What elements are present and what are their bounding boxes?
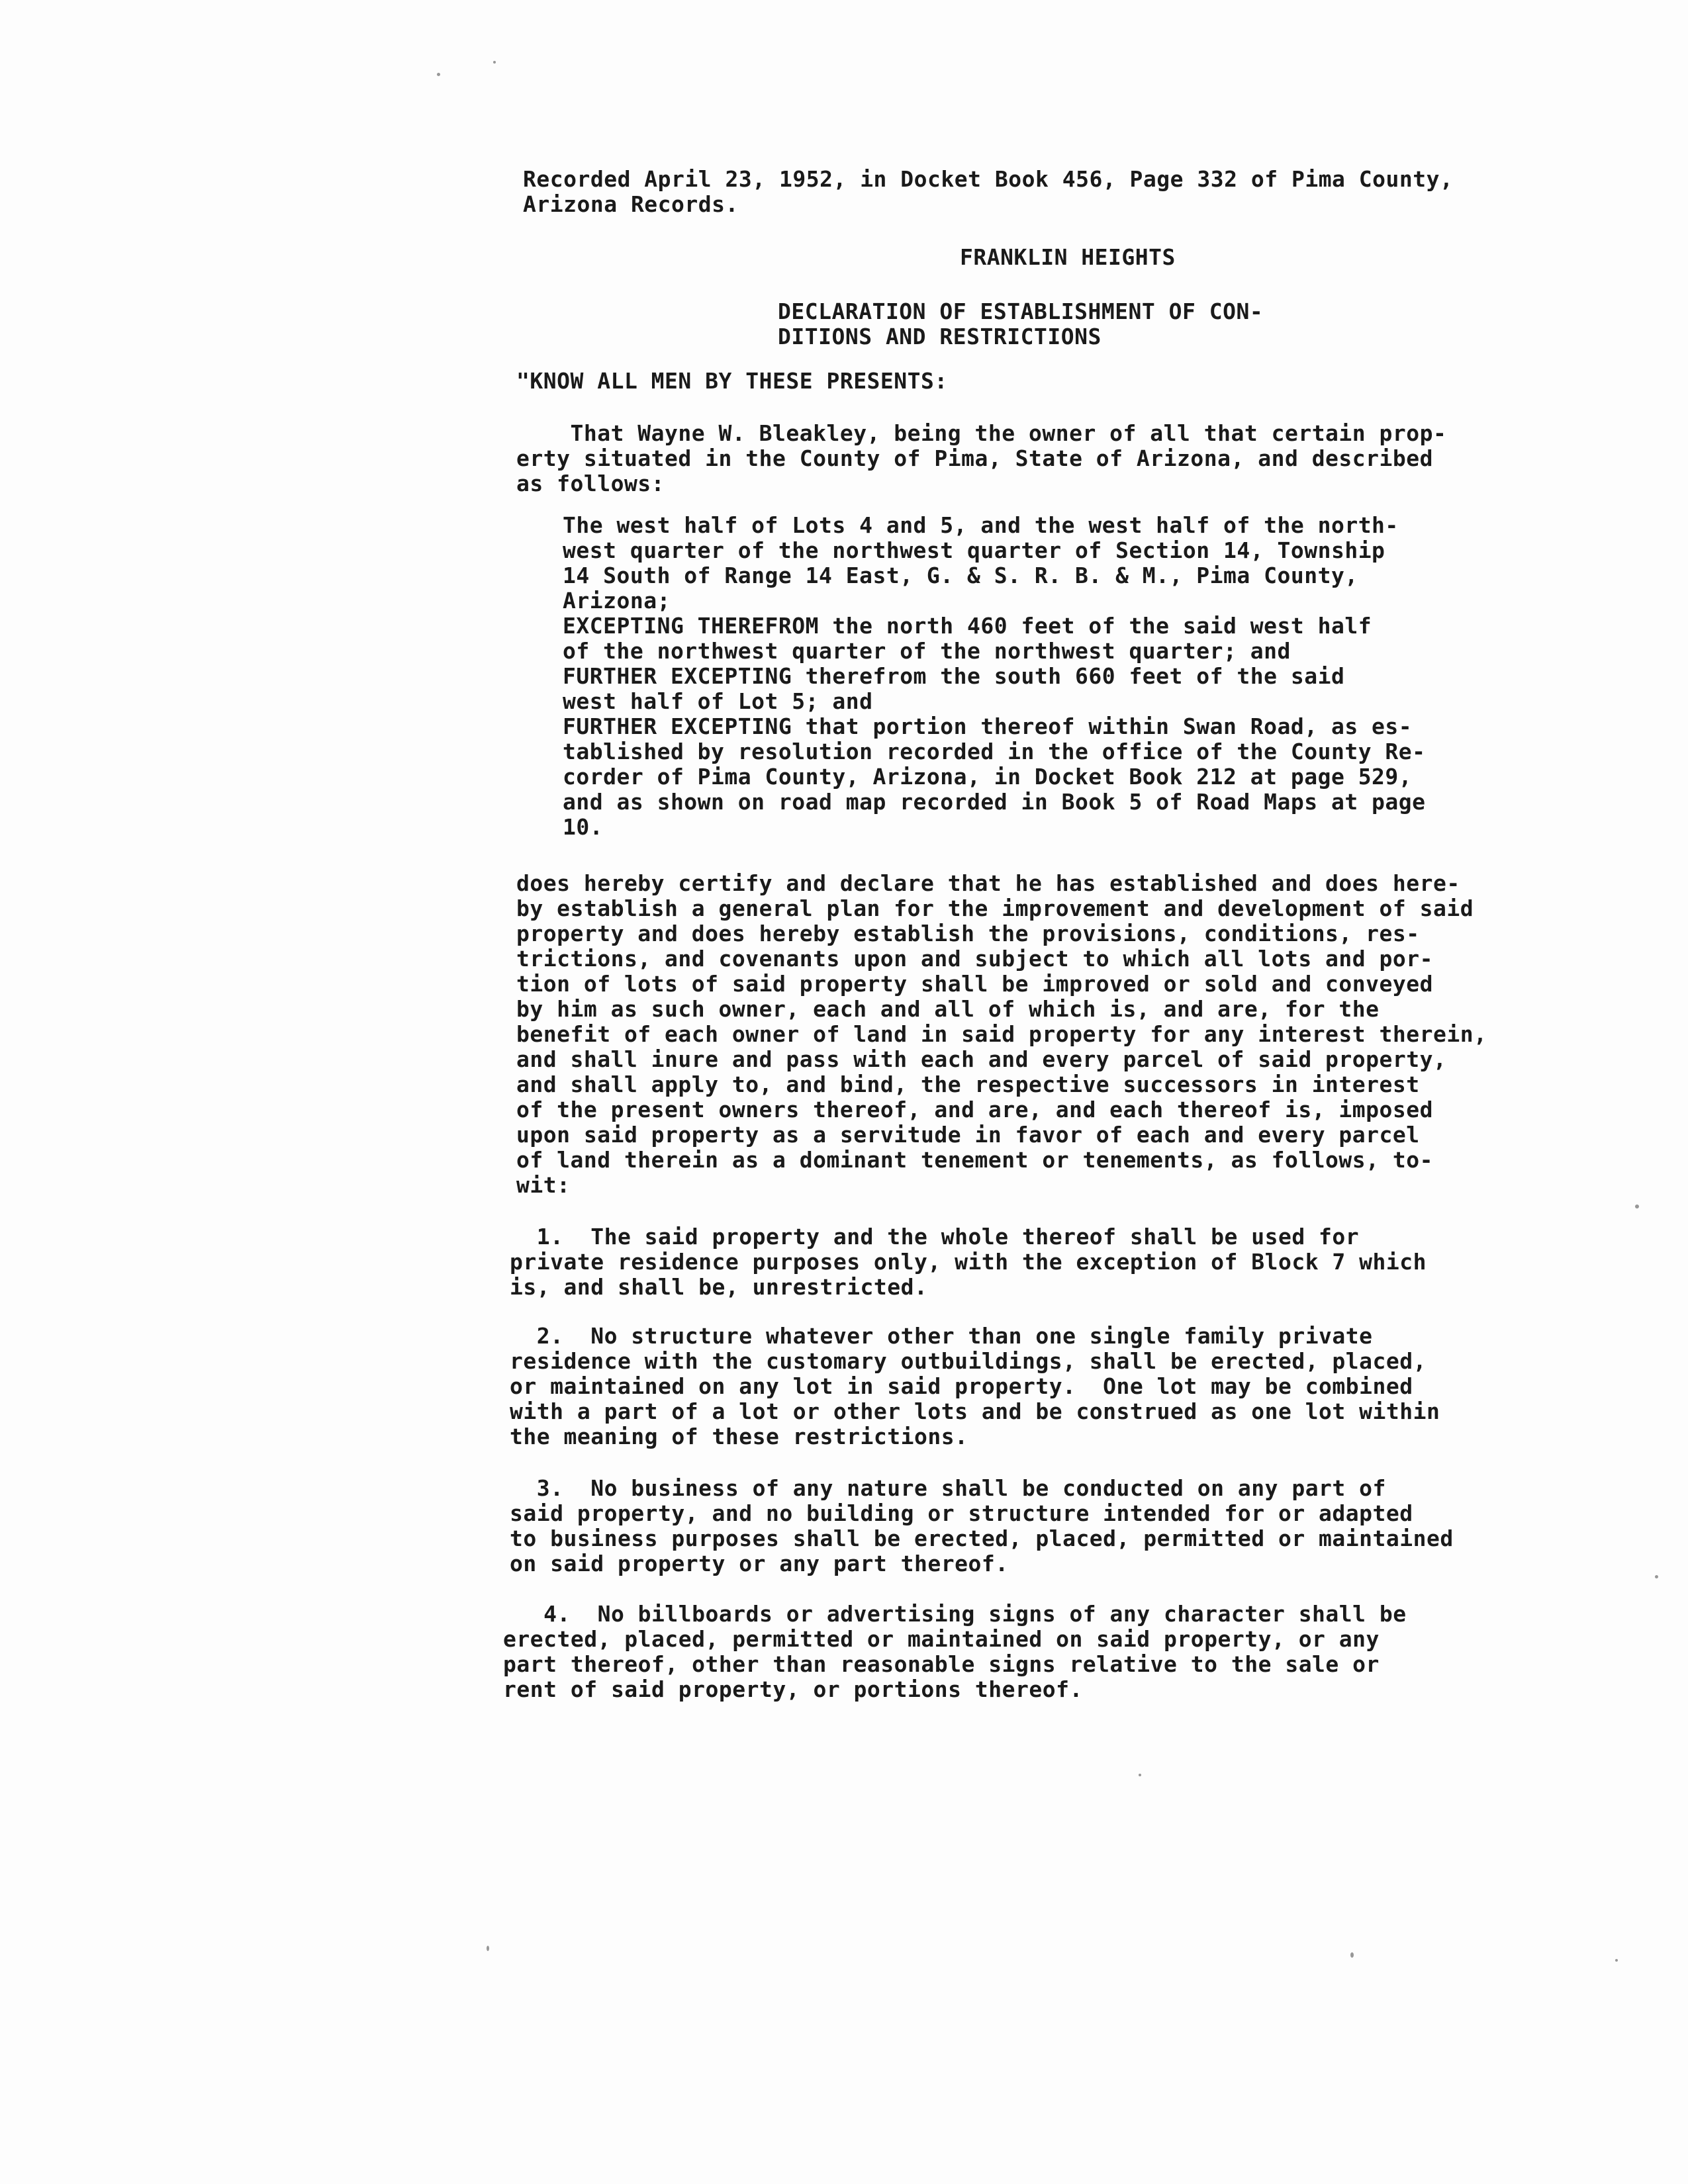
scan-speck xyxy=(1139,1774,1141,1776)
document-subtitle: DECLARATION OF ESTABLISHMENT OF CON- DITIONS AND RESTRICTIONS xyxy=(778,298,1264,349)
scan-speck xyxy=(1655,1575,1658,1578)
restriction-item-1: 1. The said property and the whole thereof shall be used for private residence purposes only, with the exception of Block 7 which is, and shall be, unrestricted. xyxy=(510,1224,1427,1300)
scan-speck xyxy=(437,73,440,76)
certification-paragraph: does hereby certify and declare that he has established and does here- by establish a general plan for the improvement and development of said property and does hereby establish the provisions, conditions, res- trictions, and covenants upon and subject to which all lots and por- tion of lots of said property shall be improved or sold and conveyed by him as such owner, each and all of which is, and are, for the benefit of each owner of land in said property for any interest therein, and shall inure and pass with each and every parcel of said property, and shall apply to, and bind, the respective successors in interest of the present owners thereof, and are, and each thereof is, imposed upon said property as a servitude in favor of each and every parcel of land therein as a dominant tenement or tenements, as follows, to- wit: xyxy=(516,870,1487,1198)
legal-description: The west half of Lots 4 and 5, and the west half of the north- west quarter of the northwest quarter of Section 14, Township 14 South of Range 14 East, G. & S. R. B. & M., Pima County, Arizona; EXCEPTING THEREFROM the north 460 feet of the said west half of the northwest quarter of the northwest quarter; and FURTHER EXCEPTING therefrom the south 660 feet of the said west half of Lot 5; and FURTHER EXCEPTING that portion thereof within Swan Road, as es- tablished by resolution recorded in the office of the County Re- corder of Pima County, Arizona, in Docket Book 212 at page 529, and as shown on road map recorded in Book 5 of Road Maps at page 10. xyxy=(563,512,1426,840)
restriction-item-3: 3. No business of any nature shall be conducted on any part of said property, and no building or structure intended for or adapted to business purposes shall be erected, placed, permitted or maintained on said property or any part thereof. xyxy=(510,1475,1454,1576)
scan-speck xyxy=(493,61,496,64)
scan-speck xyxy=(1635,1205,1639,1208)
document-title: FRANKLIN HEIGHTS xyxy=(960,244,1176,270)
scan-speck xyxy=(1615,1959,1618,1962)
restriction-item-4: 4. No billboards or advertising signs of any character shall be erected, placed, permitted or maintained on said property, or any part thereof, other than reasonable signs relative to the sale or rent of said property, or portions thereof. xyxy=(503,1601,1407,1702)
know-all-men-heading: "KNOW ALL MEN BY THESE PRESENTS: xyxy=(516,368,948,394)
scan-speck xyxy=(487,1946,489,1951)
recording-notice: Recorded April 23, 1952, in Docket Book 456, Page 332 of Pima County, Arizona Records. xyxy=(523,166,1454,217)
scan-speck xyxy=(1350,1952,1354,1958)
owner-intro-paragraph: That Wayne W. Bleakley, being the owner of all that certain prop- erty situated in the County of Pima, State of Arizona, and described as follows: xyxy=(516,420,1447,496)
restriction-item-2: 2. No structure whatever other than one single family private residence with the customary outbuildings, shall be erected, placed, or maintained on any lot in said property. One lot may be combined with a part of a lot or other lots and be construed as one lot within the meaning of these restrictions. xyxy=(510,1323,1440,1449)
